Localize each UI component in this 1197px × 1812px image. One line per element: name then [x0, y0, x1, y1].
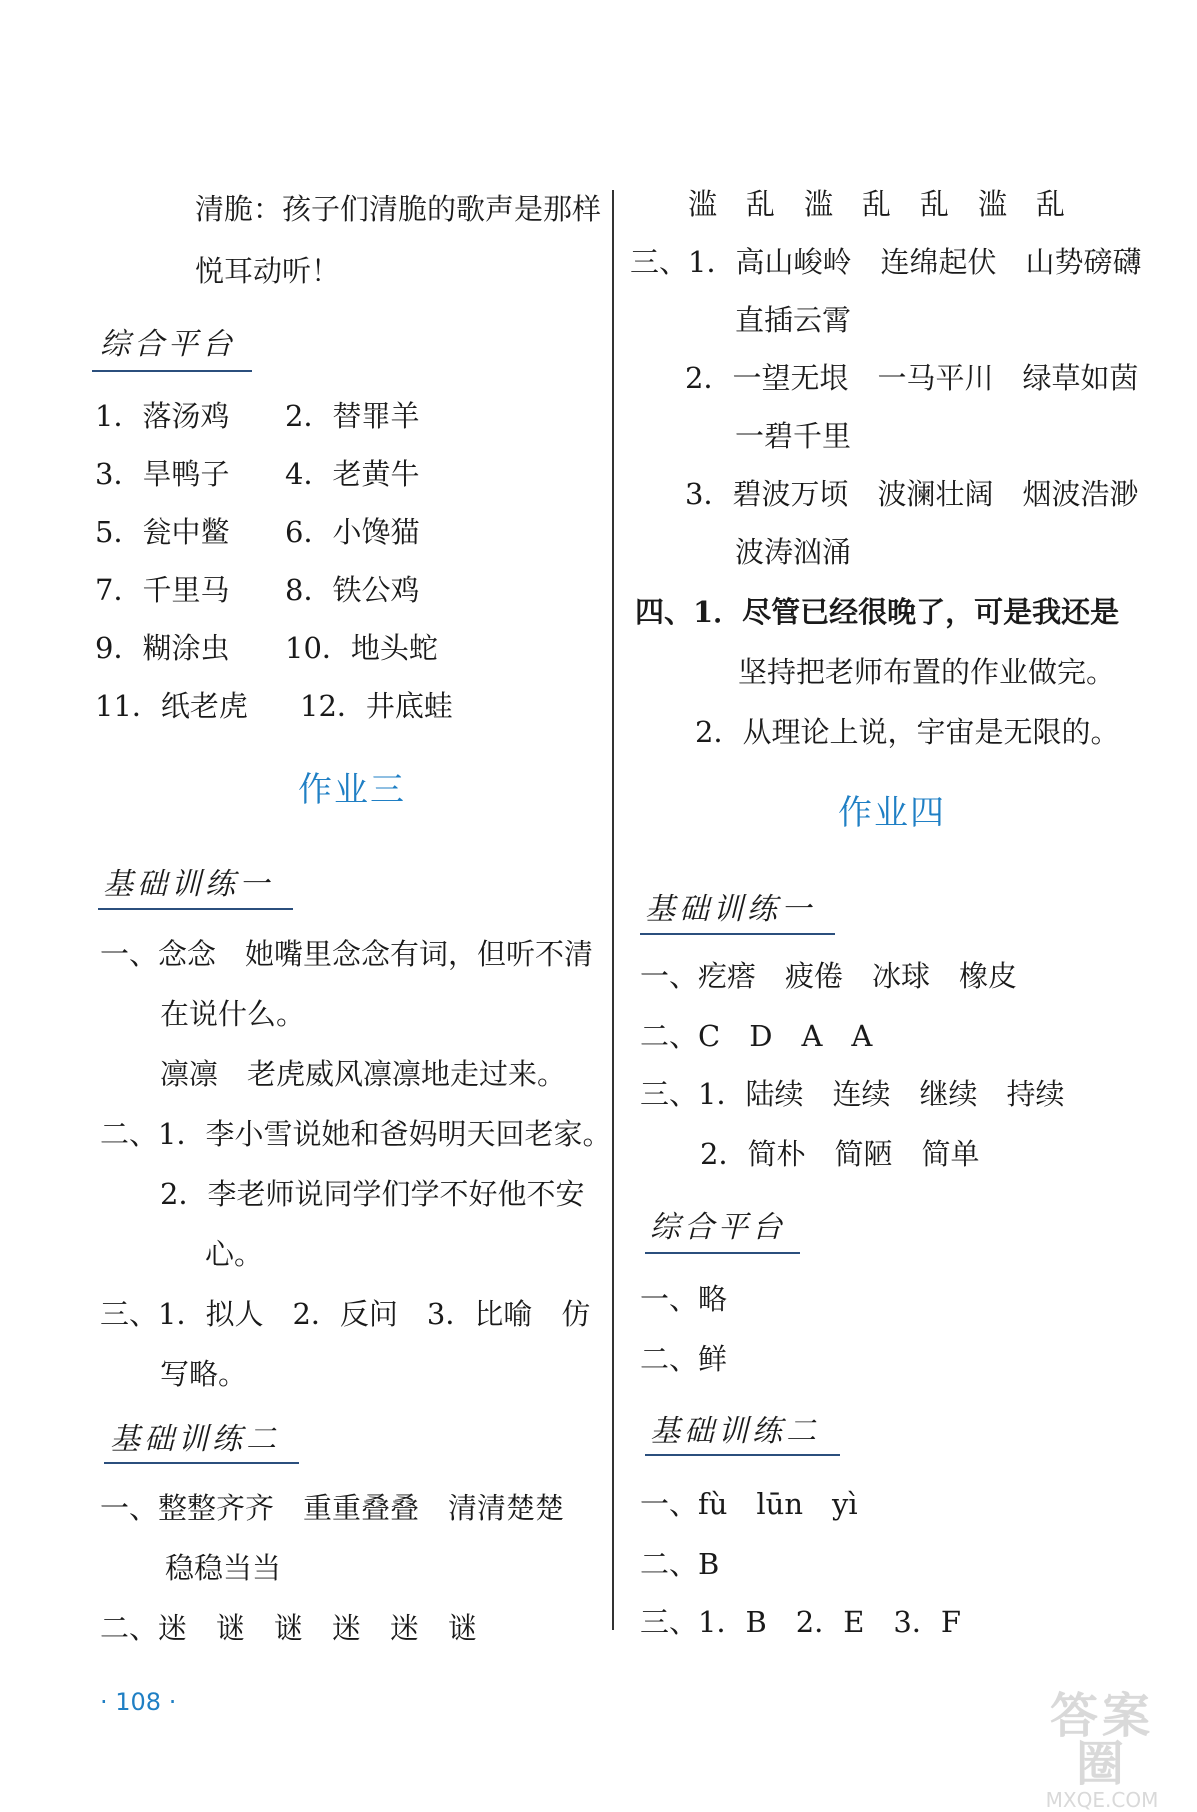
- list-item: 1．落汤鸡: [95, 399, 230, 433]
- answer-line: 一、fù lūn yì: [640, 1487, 858, 1521]
- page-number: · 108 ·: [100, 1688, 177, 1716]
- answer-line: 三、1．B 2．E 3．F: [640, 1605, 961, 1639]
- homework-title-4: 作业四: [838, 793, 946, 833]
- heading-underline: [640, 933, 835, 935]
- answer-line: 一、疙瘩 疲倦 冰球 橡皮: [640, 959, 1018, 993]
- answer-line: 波涛汹涌: [735, 535, 852, 569]
- watermark-url: MXQE.COM: [1045, 1788, 1159, 1812]
- list-item: 6．小馋猫: [285, 515, 420, 549]
- answer-line: 凛凛 老虎威风凛凛地走过来。: [160, 1057, 567, 1091]
- answer-line: 二、C D A A: [640, 1019, 873, 1053]
- section-heading-jichu1: 基础训练一: [645, 892, 815, 927]
- watermark-text: 答案圈: [1049, 1688, 1154, 1792]
- answer-line: 一碧千里: [735, 419, 852, 453]
- list-item: 9．糊涂虫: [95, 631, 230, 665]
- answer-line: 3．碧波万顷 波澜壮阔 烟波浩渺: [685, 477, 1139, 511]
- answer-line: 三、1．高山峻岭 连绵起伏 山势磅礴: [630, 245, 1142, 279]
- answer-line: 稳稳当当: [165, 1551, 282, 1585]
- section-heading-jichu2: 基础训练二: [110, 1422, 280, 1457]
- list-item: 2．替罪羊: [285, 399, 420, 433]
- answer-line: 坚持把老师布置的作业做完。: [738, 655, 1116, 689]
- answer-line: 二、迷 谜 谜 迷 迷 谜: [100, 1611, 478, 1645]
- answer-line: 直插云霄: [735, 303, 852, 337]
- answer-line: 2．从理论上说，宇宙是无限的。: [695, 715, 1120, 749]
- answer-line: 二、鲜: [640, 1342, 728, 1376]
- list-item: 12．井底蛙: [300, 689, 453, 723]
- answer-line: 在说什么。: [160, 997, 306, 1031]
- homework-title-3: 作业三: [298, 770, 406, 810]
- list-item: 10．地头蛇: [285, 631, 438, 665]
- answer-line: 二、B: [640, 1547, 720, 1581]
- answer-line: 2．一望无垠 一马平川 绿草如茵: [685, 361, 1139, 395]
- answer-line: 写略。: [160, 1357, 248, 1391]
- answer-line: 一、整整齐齐 重重叠叠 清清楚楚: [100, 1491, 565, 1525]
- heading-underline: [104, 1462, 299, 1464]
- answer-line: 滥 乱 滥 乱 乱 滥 乱: [688, 187, 1066, 221]
- column-divider: [612, 190, 614, 1630]
- list-item: 11．纸老虎: [95, 689, 248, 723]
- section-heading-jichu1: 基础训练一: [103, 867, 273, 902]
- answer-line: 一、略: [640, 1282, 728, 1316]
- heading-underline: [98, 908, 293, 910]
- section-heading-zonghe: 综合平台: [650, 1210, 786, 1245]
- list-item: 8．铁公鸡: [285, 573, 420, 607]
- heading-underline: [645, 1252, 800, 1254]
- heading-underline: [645, 1454, 840, 1456]
- list-item: 4．老黄牛: [285, 457, 420, 491]
- watermark-logo: [1027, 1688, 1177, 1812]
- section-heading-zonghe: 综合平台: [100, 327, 236, 362]
- list-item: 7．千里马: [95, 573, 230, 607]
- answer-line: 2．李老师说同学们学不好他不安: [160, 1177, 585, 1211]
- answer-line: 二、1．李小雪说她和爸妈明天回老家。: [100, 1117, 612, 1151]
- answer-line: 四、1．尽管已经很晚了，可是我还是: [635, 595, 1120, 629]
- answer-line: 悦耳动听！: [195, 254, 341, 288]
- answer-line: 三、1．陆续 连续 继续 持续: [640, 1077, 1065, 1111]
- answer-line: 2．简朴 简陋 简单: [700, 1137, 980, 1171]
- list-item: 3．旱鸭子: [95, 457, 230, 491]
- answer-line: 心。: [205, 1237, 264, 1271]
- list-item: 5．瓮中鳖: [95, 515, 230, 549]
- answer-line: 一、念念 她嘴里念念有词，但听不清: [100, 937, 594, 971]
- heading-underline: [92, 370, 252, 372]
- section-heading-jichu2: 基础训练二: [650, 1414, 820, 1449]
- answer-line: 三、1．拟人 2．反问 3．比喻 仿: [100, 1297, 591, 1331]
- answer-line: 清脆：孩子们清脆的歌声是那样: [195, 192, 602, 226]
